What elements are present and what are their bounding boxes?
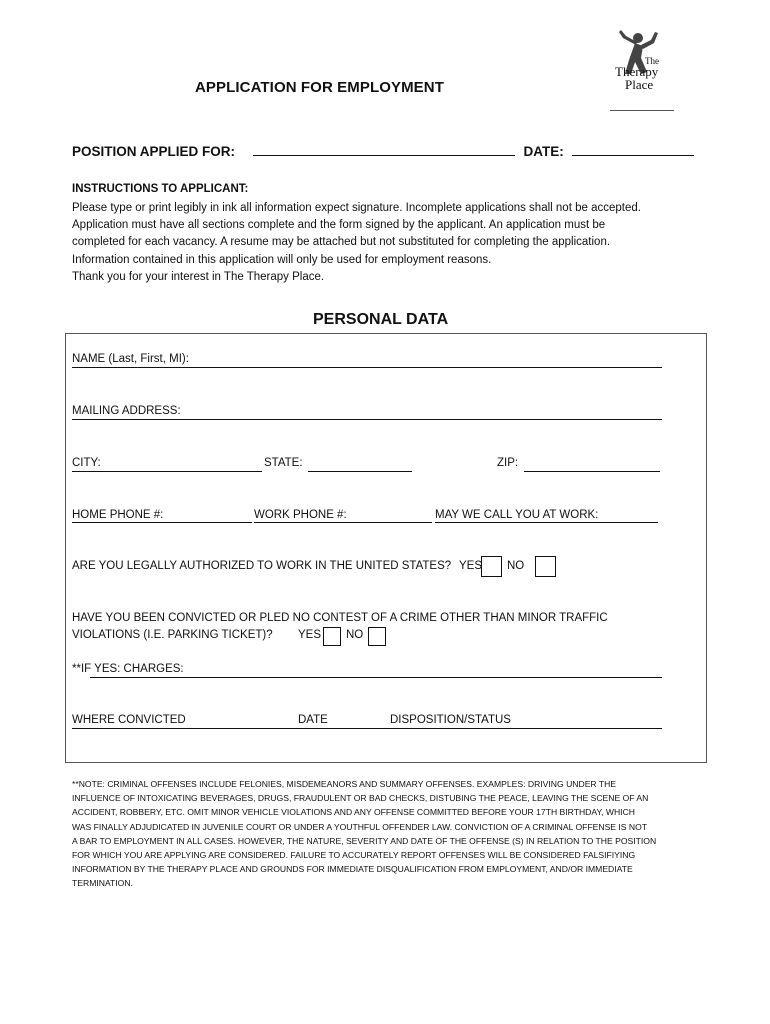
note-line: TERMINATION.: [72, 878, 133, 889]
convicted-yes-checkbox[interactable]: [323, 627, 341, 646]
logo-text-the: The: [645, 56, 659, 66]
note-line: INFORMATION BY THE THERAPY PLACE AND GROUNDS FOR IMMEDIATE DISQUALIFICATION FROM EMPLOYMENT, AND/OR IMMEDIATE: [72, 864, 633, 875]
date-label: DATE:: [523, 144, 564, 159]
note-line: A BAR TO EMPLOYMENT IN ALL CASES. HOWEVER, THE NATURE, SEVERITY AND DATE OF THE OFFENSE (S) IN RELATION TO THE POSITION: [72, 835, 657, 846]
call-at-work-input[interactable]: [435, 522, 658, 523]
authorized-no-checkbox[interactable]: [535, 556, 556, 577]
conviction-details-input[interactable]: [72, 728, 662, 729]
mailing-address-label: MAILING ADDRESS:: [72, 405, 181, 417]
authorized-question: ARE YOU LEGALLY AUTHORIZED TO WORK IN THE UNITED STATES?: [72, 560, 452, 572]
note-line: ACCIDENT, ROBBERY, ETC. OMIT MINOR VEHICLE VIOLATIONS AND ANY OFFENSE COMMITTED BEFORE YOUR 17TH BIRTHDAY, WHICH: [72, 807, 635, 818]
personal-data-box: [65, 333, 707, 763]
mailing-address-input[interactable]: [72, 419, 662, 420]
work-phone-input[interactable]: [254, 522, 432, 523]
city-label: CITY:: [72, 457, 101, 469]
instruction-line: Application must have all sections complete and the form signed by the applicant. An application must be: [72, 219, 606, 232]
date-input[interactable]: [572, 143, 694, 156]
name-input[interactable]: [72, 367, 662, 368]
home-phone-input[interactable]: [72, 522, 252, 523]
convicted-yes-label: YES: [298, 629, 322, 641]
convicted-no-label: NO: [346, 629, 364, 641]
charges-label: **IF YES: CHARGES:: [72, 663, 184, 675]
state-label: STATE:: [264, 457, 303, 469]
position-row: [72, 143, 694, 159]
instruction-line: completed for each vacancy. A resume may be attached but not substituted for completing the application.: [72, 236, 611, 249]
logo-divider: [610, 110, 674, 111]
call-at-work-label: MAY WE CALL YOU AT WORK:: [435, 509, 599, 521]
city-input[interactable]: [72, 471, 262, 472]
logo-text-place: Place: [625, 77, 654, 92]
note-line: WAS FINALLY ADJUDICATED IN JUVENILE COURT OR UNDER A YOUTHFUL OFFENDER LAW. CONVICTION OF A CRIMINAL OFFENSE IS NOT: [72, 821, 648, 832]
charges-input[interactable]: [90, 677, 662, 678]
note-line: **NOTE: CRIMINAL OFFENSES INCLUDE FELONIES, MISDEMEANORS AND SUMMARY OFFENSES. EXAMPLES: DRIVING UNDER THE: [72, 779, 617, 789]
therapy-place-logo: [605, 30, 677, 112]
instructions-heading: INSTRUCTIONS TO APPLICANT:: [72, 183, 249, 195]
position-label: POSITION APPLIED FOR:: [72, 144, 236, 159]
instruction-line: Information contained in this application will only be used for employment reasons.: [72, 253, 492, 266]
instruction-line: Thank you for your interest in The Therapy Place.: [72, 270, 325, 283]
convicted-no-checkbox[interactable]: [368, 627, 386, 646]
disposition-label: DISPOSITION/STATUS: [390, 714, 511, 726]
zip-input[interactable]: [524, 471, 660, 472]
instructions-text: [72, 200, 712, 286]
where-convicted-label: WHERE CONVICTED: [72, 714, 186, 726]
convicted-question-line1: HAVE YOU BEEN CONVICTED OR PLED NO CONTEST OF A CRIME OTHER THAN MINOR TRAFFIC: [72, 612, 608, 624]
zip-label: ZIP:: [497, 457, 519, 469]
criminal-offense-note: [72, 777, 702, 891]
authorized-no-label: NO: [507, 560, 525, 572]
home-phone-label: HOME PHONE #:: [72, 509, 164, 521]
note-line: FOR WHICH YOU ARE APPLYING ARE CONSIDERED. FAILURE TO ACCURATELY REPORT OFFENSES WILL BE CONSIDERED FALSIFIYING: [72, 850, 636, 861]
note-line: INFLUENCE OF INTOXICATING BEVERAGES, DRUGS, FRAUDULENT OR BAD CHECKS, DISTUBING THE PEACE, LEAVING THE SCENE OF AN: [72, 793, 649, 804]
name-label: NAME (Last, First, MI):: [72, 353, 189, 365]
authorized-yes-checkbox[interactable]: [481, 556, 502, 577]
page-title: APPLICATION FOR EMPLOYMENT: [195, 79, 444, 96]
authorized-yes-label: YES: [459, 560, 483, 572]
logo-text-therapy: Therapy: [615, 64, 659, 79]
convicted-question-line2: VIOLATIONS (I.E. PARKING TICKET)?: [72, 629, 273, 641]
state-input[interactable]: [308, 471, 412, 472]
instruction-line: Please type or print legibly in ink all information expect signature. Incomplete applications shall not be accepted.: [72, 202, 641, 214]
conviction-date-label: DATE: [298, 714, 328, 726]
position-input[interactable]: [253, 143, 515, 156]
work-phone-label: WORK PHONE #:: [254, 509, 347, 521]
personal-data-title: PERSONAL DATA: [313, 311, 449, 328]
